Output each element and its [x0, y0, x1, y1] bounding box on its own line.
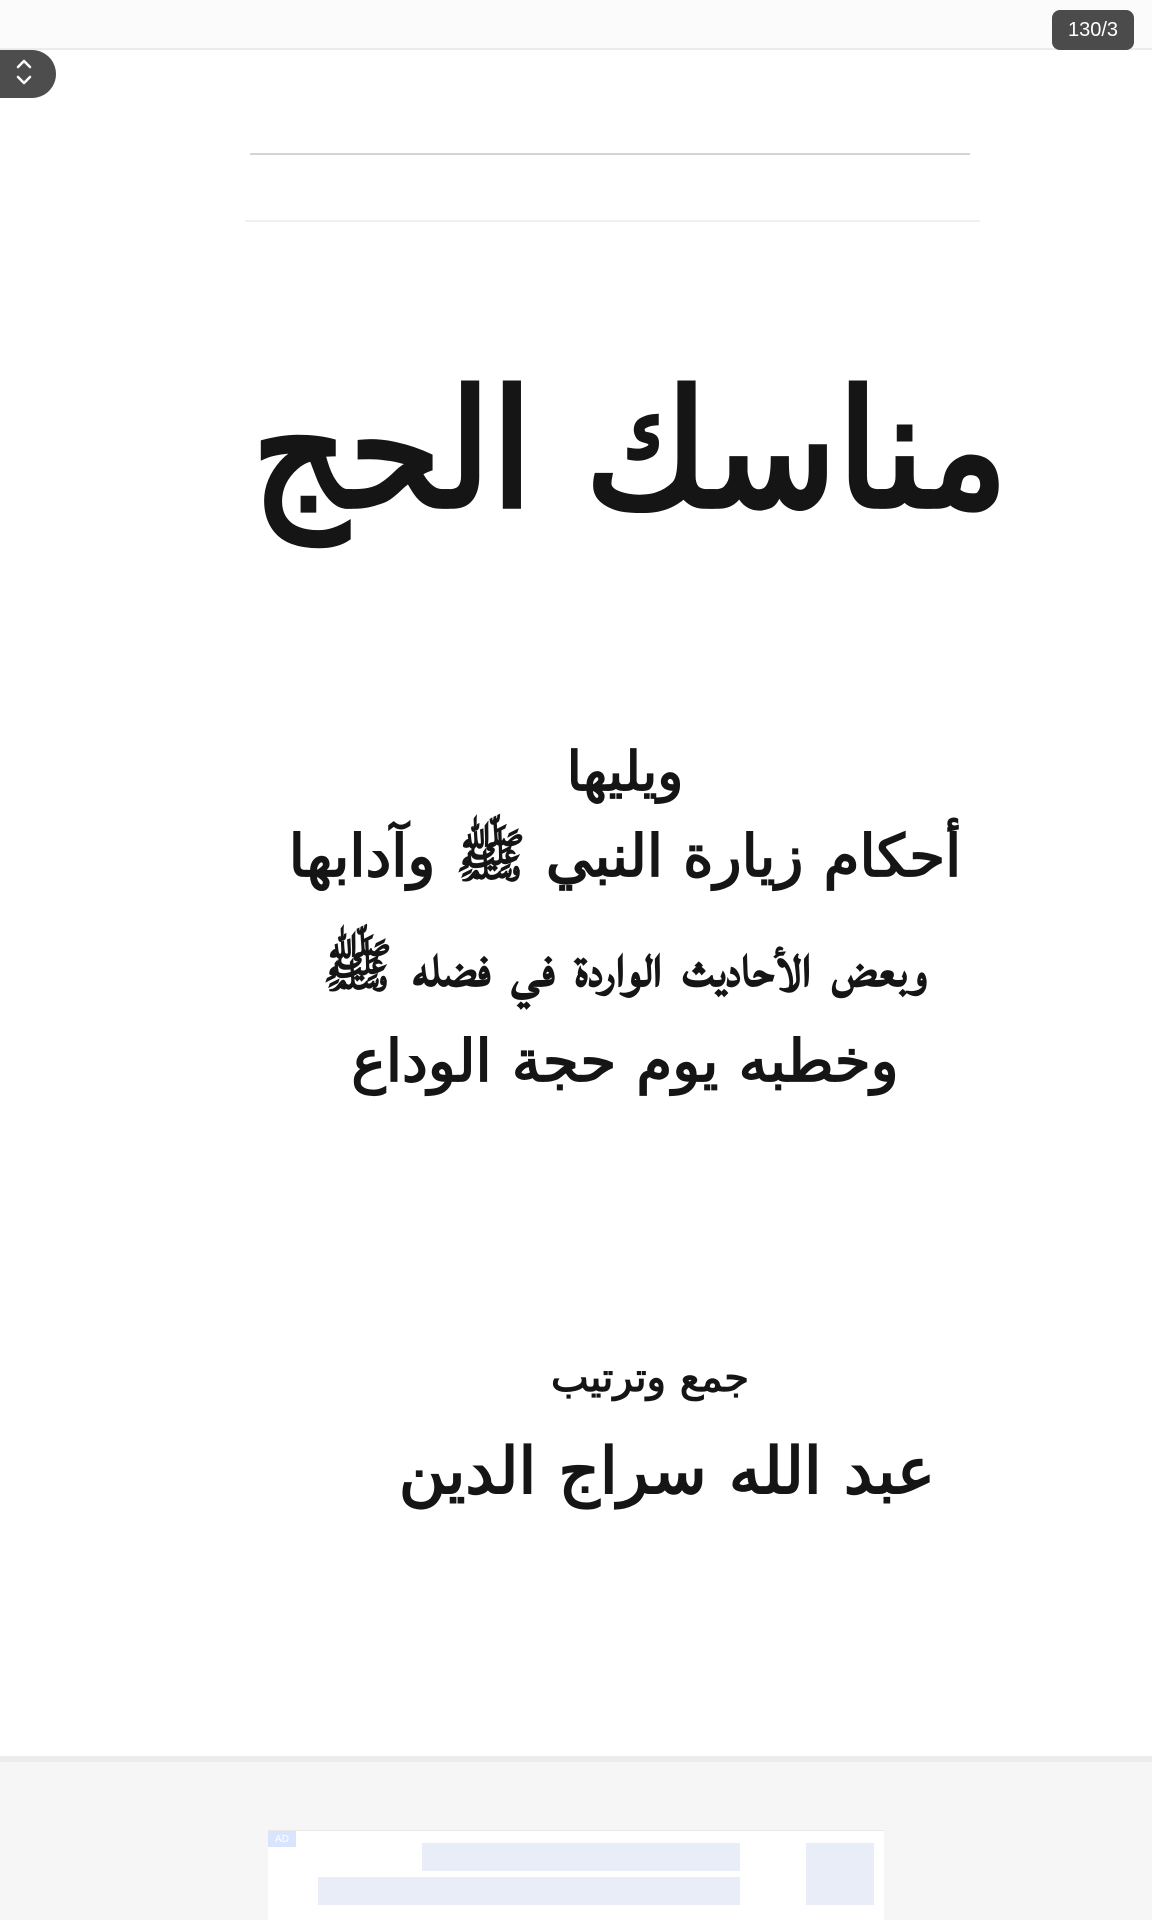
author-name: عبد الله سراج الدين	[398, 1434, 935, 1509]
advertisement-area[interactable]	[268, 1830, 884, 1920]
ad-placeholder-bar	[422, 1843, 740, 1871]
collection-label: جمع وترتيب	[550, 1354, 750, 1401]
scan-artifact	[250, 153, 970, 155]
page-counter: 130/3	[1052, 10, 1134, 50]
top-toolbar-strip	[0, 0, 1152, 50]
ad-placeholder-block	[806, 1843, 874, 1905]
subtitle-line-3: وخطبه يوم حجة الوداع	[351, 1027, 899, 1095]
book-title: مناسك الحج	[251, 354, 1009, 546]
subtitle-line-2: وبعض الأحاديث الواردة في فضله ﷺ	[322, 932, 928, 1000]
subtitle-line-1: أحكام زيارة النبي ﷺ وآدابها	[288, 822, 962, 890]
subtitle-intro: ويليها	[566, 739, 684, 803]
page-bottom-divider	[0, 1756, 1152, 1762]
chevron-up-down-icon	[13, 55, 35, 93]
page-scroll-control[interactable]	[0, 50, 56, 98]
ad-badge: AD	[268, 1831, 296, 1847]
ad-placeholder-bar	[318, 1877, 740, 1905]
scan-artifact	[245, 220, 980, 222]
